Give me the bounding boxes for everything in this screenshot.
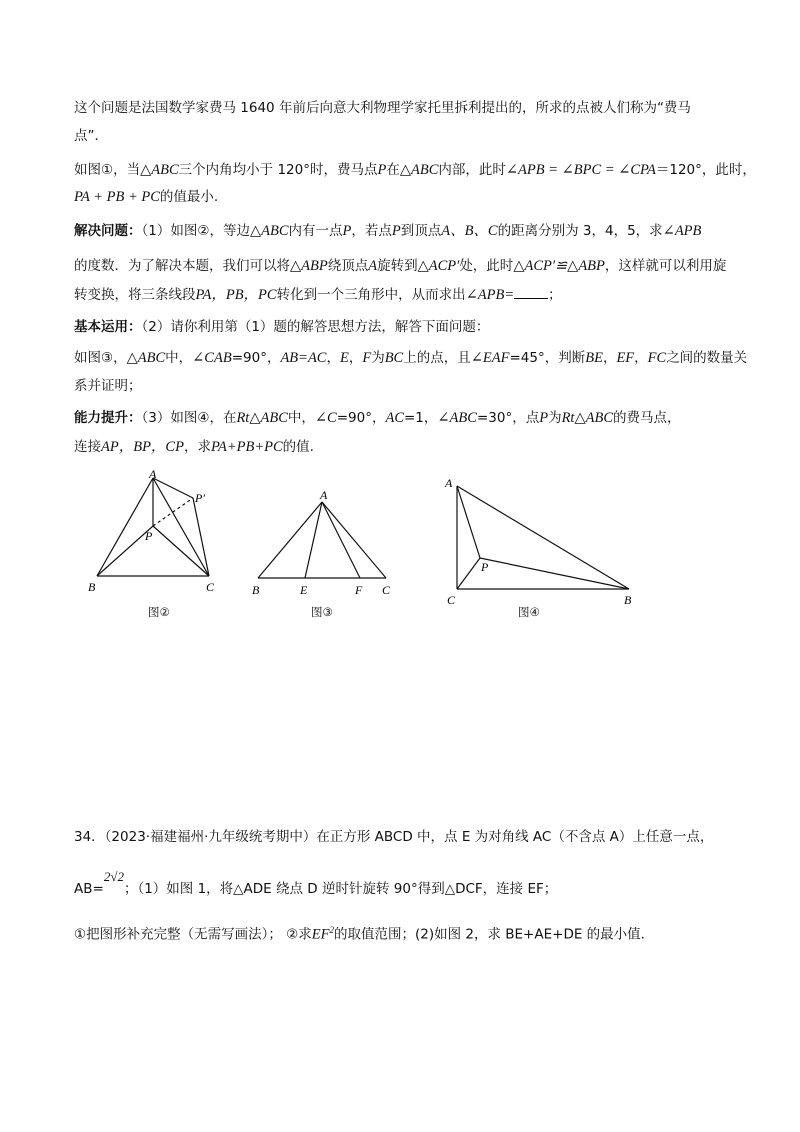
- intro-line-1: 这个问题是法国数学家费马 1640 年前后向意大利物理学家托里拆利提出的，所求的点被人们称为“费马: [74, 100, 691, 116]
- fig2-label-c: C: [206, 580, 215, 594]
- q34-line-2: AB=2√2；（1）如图 1，将△ADE 绕点 D 逆时针旋转 90°得到△DCF，连接 EF；: [74, 869, 558, 897]
- q3-line-1: 能力提升：（3）如图④，在Rt△ABC中，∠C=90°，AC=1，∠ABC=30°，点P为Rt△ABC的费马点，: [74, 410, 681, 426]
- q1-line-3: 转变换，将三条线段PA，PB，PC转化到一个三角形中，从而求出∠APB= ；: [74, 287, 562, 303]
- q1-label: 解决问题：: [74, 223, 142, 239]
- fig4-label-p: P: [481, 560, 489, 574]
- answer-blank: [514, 286, 548, 299]
- fig2-dashed-pp-prime: [153, 498, 193, 526]
- fig4-label-a: A: [445, 476, 453, 490]
- figure-4: [440, 472, 640, 612]
- fig4-segment-ap: [457, 486, 480, 558]
- q2-line-3: 系并证明；: [74, 378, 142, 394]
- intro-line-3: 如图①，当△ABC三个内角均小于 120°时，费马点P在△ABC内部，此时∠APB = ∠BPC = ∠CPA＝120°，此时，: [74, 162, 756, 178]
- fig3-label-e: E: [300, 583, 308, 597]
- fig2-edge-ab: [97, 478, 153, 576]
- fig4-segment-bp: [480, 558, 629, 589]
- q3-line-2: 连接AP，BP，CP，求PA+PB+PC的值.: [74, 439, 314, 455]
- intro-line-2: 点”．: [74, 128, 108, 144]
- figure-2: [85, 470, 235, 605]
- q34-line-1: 34．（2023·福建福州·九年级统考期中）在正方形 ABCD 中，点 E 为对角线 AC（不含点 A）上任意一点，: [74, 829, 714, 845]
- q1-line-2: 的度数．为了解决本题，我们可以将△ABP绕顶点A旋转到△ACP′处，此时△ACP′≌△ABP，这样就可以利用旋: [74, 258, 727, 274]
- q34-line-3: ①把图形补充完整（无需写画法）； ②求$EF^2$的取值范围；(2)如图 2，求 BE+AE+DE 的最小值．: [74, 925, 655, 943]
- fig3-edge-ab: [258, 502, 322, 578]
- intro-line-4: PA + PB + PC的值最小.: [74, 189, 219, 205]
- fig4-label-c: C: [447, 593, 456, 607]
- fig4-label-b: B: [624, 593, 632, 607]
- fig2-label-b: B: [88, 580, 96, 594]
- fig3-label-b: B: [252, 583, 260, 597]
- q1-line-1: 解决问题：（1）如图②，等边△ABC内有一点P，若点P到顶点A、B、C的距离分别为 3，4，5，求∠APB: [74, 223, 702, 239]
- fig3-segment-ae: [305, 502, 322, 578]
- fig3-caption: 图③: [311, 605, 333, 619]
- fig3-label-a: A: [320, 488, 328, 502]
- q2-label: 基本运用：: [74, 319, 142, 335]
- fig2-label-a: A: [149, 470, 157, 481]
- q2-line-2: 如图③，△ABC中，∠CAB=90°，AB=AC，E，F为BC上的点，且∠EAF=45°，判断BE，EF，FC之间的数量关: [74, 350, 748, 366]
- fig4-segment-cp: [457, 558, 480, 589]
- fig3-label-f: F: [355, 583, 363, 597]
- sqrt-value: 2√2: [103, 869, 124, 884]
- fig4-caption: 图④: [518, 605, 540, 619]
- fig2-label-p: P: [145, 529, 153, 543]
- q3-label: 能力提升：: [74, 410, 142, 426]
- figure-3: [248, 488, 398, 603]
- fig2-label-p-prime: P′: [195, 491, 205, 505]
- q2-line-1: 基本运用：（2）请你利用第（1）题的解答思想方法，解答下面问题：: [74, 319, 490, 335]
- fig2-caption: 图②: [148, 605, 170, 619]
- fig3-label-c: C: [382, 583, 391, 597]
